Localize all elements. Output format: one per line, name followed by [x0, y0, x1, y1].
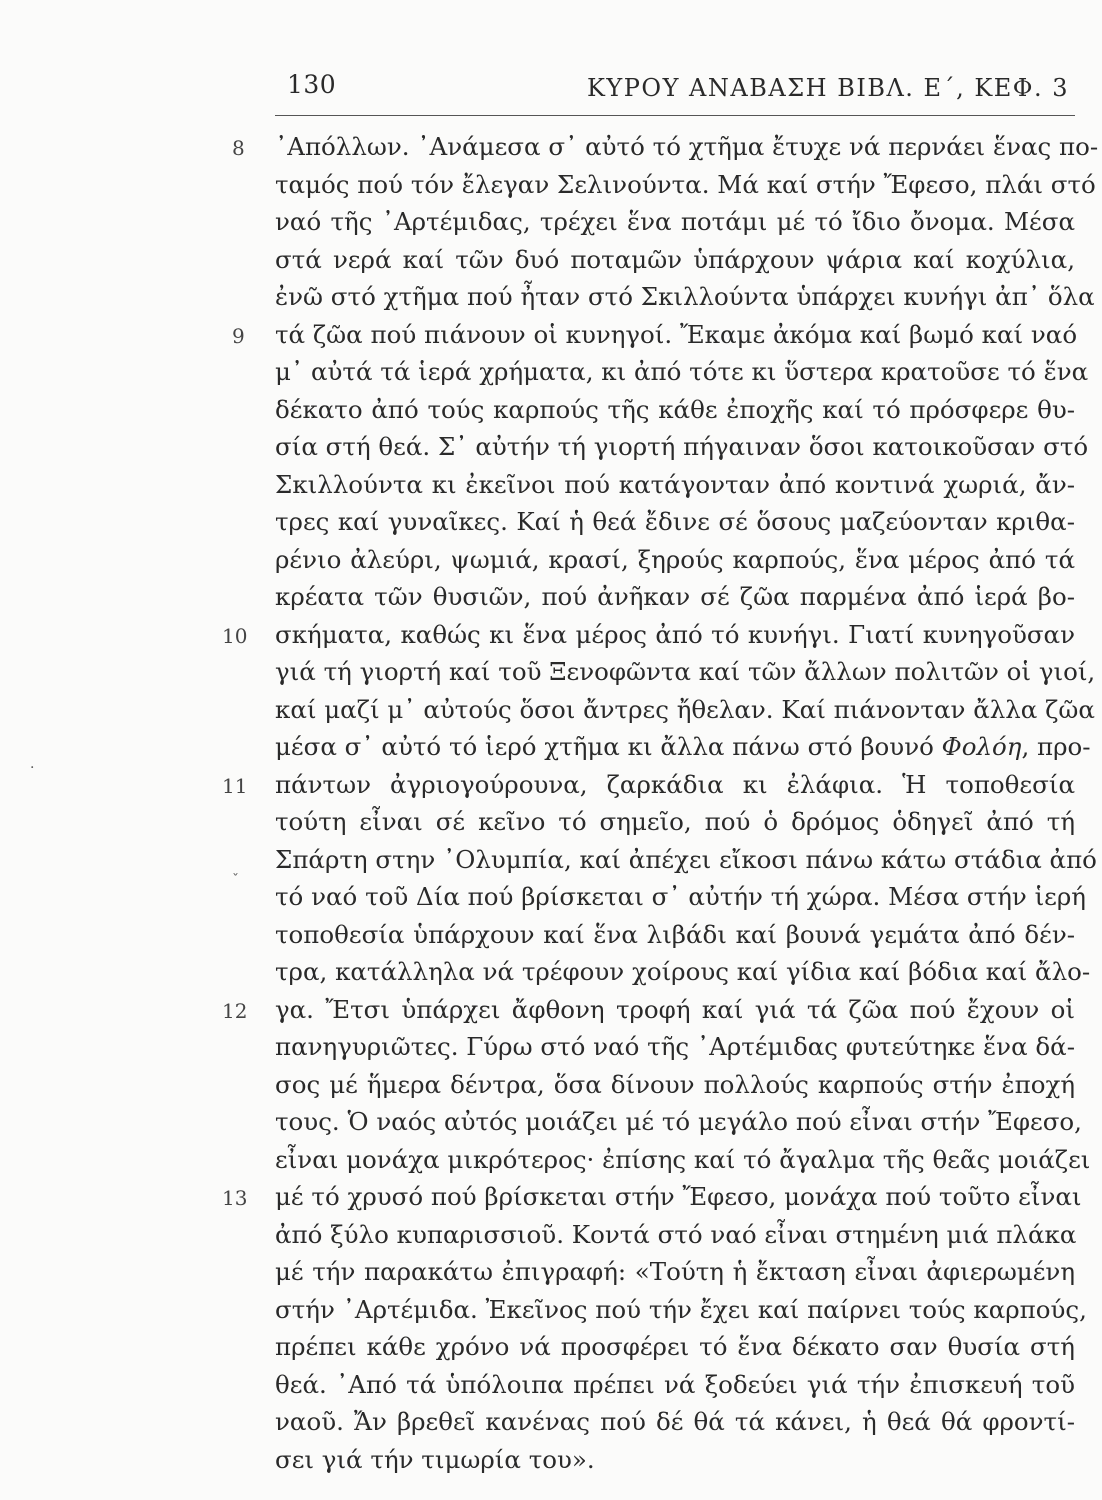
text-line: σκήματα, καθώς κι ἕνα μέρος ἀπό τό κυνήγι. Γιατί κυνηγοῦσαν: [275, 619, 1075, 649]
text-line: τά ζῶα πού πιάνουν οἱ κυνηγοί. Ἔκαμε ἀκόμα καί βωμό καί ναό: [275, 319, 1078, 349]
text-line: τό ναό τοῦ Δία πού βρίσκεται σ᾿ αὐτήν τή χώρα. Μέσα στήν ἱερή: [275, 882, 1086, 911]
text-line: Σκιλλούντα κι ἐκεῖνοι πού κατάγονταν ἀπό κοντινά χωριά, ἄν-: [275, 469, 1075, 499]
section-number: 8: [232, 136, 245, 160]
text-line: στήν ᾿Αρτέμιδα. Ἐκεῖνος πού τήν ἔχει καί παίρνει τούς καρπούς,: [275, 1294, 1087, 1324]
text-line: σει γιά τήν τιμωρία του».: [275, 1444, 595, 1474]
text-line: εἶναι μονάχα μικρότερος· ἐπίσης καί τό ἄγαλμα τῆς θεᾶς μοιάζει: [275, 1144, 1091, 1174]
text-line: τρες καί γυναῖκες. Καί ἡ θεά ἔδινε σέ ὅσους μαζεύονταν κριθα-: [275, 507, 1075, 536]
text-line: μέ τήν παρακάτω ἐπιγραφή: «Τούτη ἡ ἔκταση εἶναι ἀφιερωμένη: [275, 1257, 1075, 1286]
text-line: γα. Ἔτσι ὑπάρχει ἄφθονη τροφή καί γιά τά ζῶα πού ἔχουν οἱ: [275, 994, 1075, 1024]
text-line: πρέπει κάθε χρόνο νά προσφέρει τό ἕνα δέκατο σαν θυσία στή: [275, 1332, 1075, 1361]
text-line: μ᾿ αὐτά τά ἱερά χρήματα, κι ἀπό τότε κι ὕστερα κρατοῦσε τό ἕνα: [275, 357, 1089, 386]
section-number: 12: [222, 998, 248, 1023]
text-line: γιά τή γιορτή καί τοῦ Ξενοφῶντα καί τῶν ἄλλων πολιτῶν οἱ γιοί,: [275, 657, 1096, 686]
text-line: Σπάρτη στην ᾿Ολυμπία, καί ἀπέχει εἴκοσι πάνω κάτω στάδια ἀπό: [275, 844, 1097, 874]
text-line: σία στή θεά. Σ᾿ αὐτήν τή γιορτή πήγαιναν ὅσοι κατοικοῦσαν στό: [275, 432, 1089, 461]
text-line: στά νερά καί τῶν δυό ποταμῶν ὑπάρχουν ψάρια καί κοχύλια,: [275, 244, 1075, 274]
header-rule: [275, 115, 1075, 116]
text-line: μέσα σ᾿ αὐτό τό ἱερό χτῆμα κι ἄλλα πάνω στό βουνό Φολόη, προ-: [275, 732, 1091, 761]
text-line: μέ τό χρυσό πού βρίσκεται στήν Ἔφεσο, μονάχα πού τοῦτο εἶναι: [275, 1182, 1082, 1211]
text-line: δέκατο ἀπό τούς καρπούς τῆς κάθε ἐποχῆς καί τό πρόσφερε θυ-: [275, 394, 1075, 424]
stray-mark-1: ·: [30, 760, 35, 776]
stray-mark-2: ˇ: [232, 872, 239, 888]
section-number: 13: [222, 1186, 248, 1210]
text-line: ἐνῶ στό χτῆμα πού ἦταν στό Σκιλλούντα ὑπάρχει κυνήγι ἀπ᾿ ὅλα: [275, 282, 1095, 311]
section-number: 9: [232, 323, 245, 348]
text-line: κρέατα τῶν θυσιῶν, πού ἀνῆκαν σέ ζῶα παρμένα ἀπό ἱερά βο-: [275, 582, 1075, 611]
text-line: σος μέ ἥμερα δέντρα, ὅσα δίνουν πολλούς καρπούς στήν ἐποχή: [275, 1069, 1075, 1099]
page-number: 130: [287, 70, 337, 99]
text-body: [275, 128, 1099, 1478]
text-line: ρένιο ἀλεύρι, ψωμιά, κρασί, ξηρούς καρπούς, ἕνα μέρος ἀπό τά: [275, 544, 1075, 574]
text-line: τοποθεσία ὑπάρχουν καί ἕνα λιβάδι καί βουνά γεμάτα ἀπό δέν-: [275, 919, 1075, 949]
text-line: καί μαζί μ᾿ αὐτούς ὅσοι ἄντρες ἤθελαν. Καί πιάνονταν ἄλλα ζῶα: [275, 694, 1095, 724]
text-line: τους. Ὁ ναός αὐτός μοιάζει μέ τό μεγάλο πού εἶναι στήν Ἔφεσο,: [275, 1107, 1082, 1136]
text-line: θεά. ᾿Από τά ὑπόλοιπα πρέπει νά ξοδεύει γιά τήν ἐπισκευή τοῦ: [275, 1369, 1075, 1399]
section-number: 10: [222, 623, 248, 648]
text-line: ναό τῆς ᾿Αρτέμιδας, τρέχει ἕνα ποτάμι μέ τό ἴδιο ὄνομα. Μέσα: [275, 207, 1075, 236]
text-line: τρα, κατάλληλα νά τρέφουν χοίρους καί γίδια καί βόδια καί ἄλο-: [275, 957, 1091, 986]
text-line: τούτη εἶναι σέ κεῖνο τό σημεῖο, πού ὁ δρόμος ὁδηγεῖ ἀπό τή: [275, 807, 1075, 836]
text-line: ἀπό ξύλο κυπαρισσιοῦ. Κοντά στό ναό εἶναι στημένη μιά πλάκα: [275, 1219, 1077, 1249]
running-head: ΚΥΡΟΥ ΑΝΑΒΑΣΗ ΒΙΒΛ. Ε΄, ΚΕΦ. 3: [586, 74, 1069, 102]
text-line: πανηγυριῶτες. Γύρω στό ναό τῆς ᾿Αρτέμιδας φυτεύτηκε ἕνα δά-: [275, 1032, 1075, 1061]
text-line: ᾿Απόλλων. ᾿Ανάμεσα σ᾿ αὐτό τό χτῆμα ἔτυχε νά περνάει ἕνας πο-: [275, 132, 1099, 161]
text-line: ταμός πού τόν ἔλεγαν Σελινούντα. Μά καί στήν Ἔφεσο, πλάι στό: [275, 169, 1096, 199]
section-number: 11: [222, 773, 248, 798]
text-line: πάντων ἀγριογούρουνα, ζαρκάδια κι ἐλάφια. Ἡ τοποθεσία: [275, 769, 1075, 799]
italic-name: Φολόη: [941, 732, 1022, 761]
text-line: ναοῦ. Ἄν βρεθεῖ κανένας πού δέ θά τά κάνει, ἡ θεά θά φροντί-: [275, 1407, 1075, 1436]
